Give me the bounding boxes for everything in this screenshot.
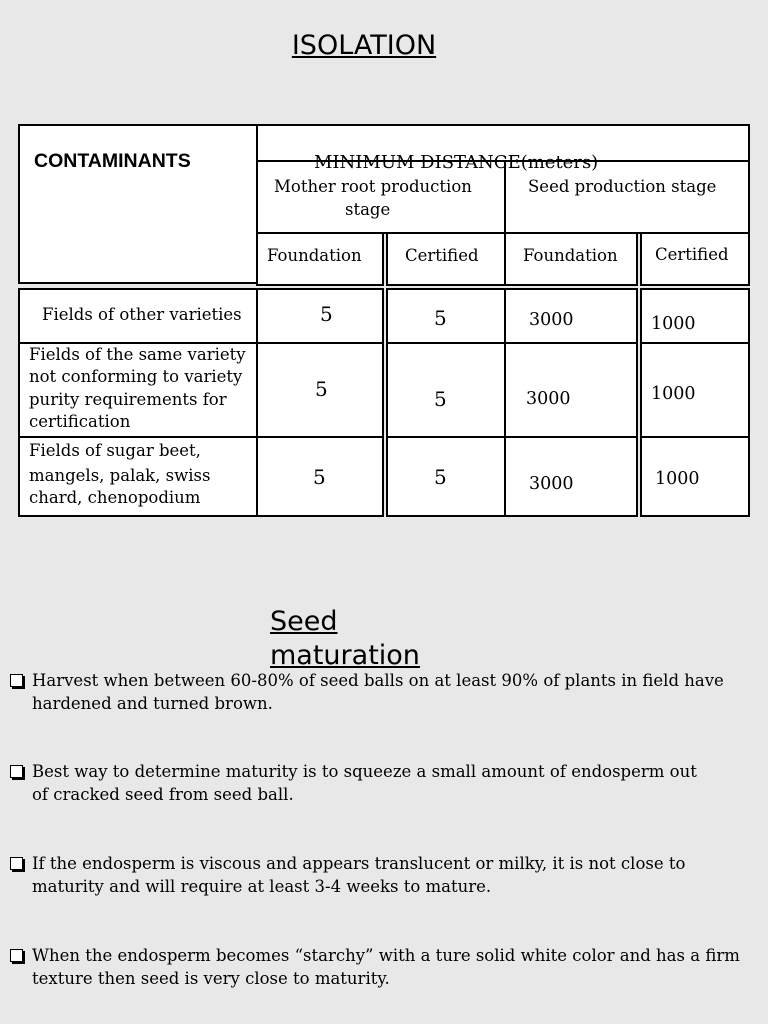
bullet-text-4b: texture then seed is very close to maturity. (32, 969, 390, 988)
checkbox-bullet-icon (10, 765, 23, 778)
checkbox-bullet-icon (10, 857, 23, 870)
section-title-line2: maturation (270, 640, 420, 671)
checkbox-bullet-icon (10, 949, 23, 962)
row2-label-line2: not conforming to variety (29, 367, 243, 386)
row2-value-4: 1000 (651, 384, 696, 404)
section-title-line1: Seed (270, 606, 338, 637)
row3-value-4: 1000 (655, 469, 700, 489)
bullet-item-2 (8, 760, 760, 806)
col-header-foundation-1: Foundation (267, 246, 362, 265)
bullet-item-3 (8, 852, 760, 898)
bullet-text-2b: of cracked seed from seed ball. (32, 785, 294, 804)
row1-value-2: 5 (434, 306, 447, 330)
bullet-text-4a: When the endosperm becomes “starchy” with a ture solid white color and has a firm (32, 946, 740, 965)
row1-value-3: 3000 (529, 310, 574, 330)
seed-stage-label: Seed production stage (528, 177, 717, 196)
bullet-text-2a: Best way to determine maturity is to squeeze a small amount of endosperm out (32, 762, 697, 781)
section-title (270, 605, 430, 673)
row2-label-line3: purity requirements for (29, 390, 227, 409)
bullet-text-3a: If the endosperm is viscous and appears translucent or milky, it is not close to (32, 854, 686, 873)
row2-value-1: 5 (315, 377, 328, 401)
row3-value-1: 5 (313, 465, 326, 489)
row2-value-3: 3000 (526, 389, 571, 409)
page-title: ISOLATION (291, 30, 437, 61)
bullet-item-4 (8, 944, 760, 990)
row2-label-line1: Fields of the same variety (29, 345, 246, 364)
row3-value-3: 3000 (529, 474, 574, 494)
bullet-item-1 (8, 669, 760, 715)
checkbox-bullet-icon (10, 674, 23, 687)
mother-root-stage-label-2: stage (345, 200, 391, 219)
contaminants-header: CONTAMINANTS (34, 150, 191, 172)
row1-value-1: 5 (320, 302, 333, 326)
row2-label-line4: certification (29, 412, 131, 431)
row1-label: Fields of other varieties (42, 305, 242, 324)
bullet-text-1a: Harvest when between 60-80% of seed balls on at least 90% of plants in field have (32, 671, 724, 690)
row1-value-4: 1000 (651, 314, 696, 334)
bullet-text-1b: hardened and turned brown. (32, 694, 273, 713)
row3-label-line2: mangels, palak, swiss (29, 466, 211, 485)
row2-cell-3 (504, 342, 638, 438)
min-distance-header: MINIMUM DISTANCE(meters) (314, 152, 599, 173)
row2-value-2: 5 (434, 387, 447, 411)
col-header-certified-1: Certified (405, 246, 479, 265)
row3-label-line1: Fields of sugar beet, (29, 441, 201, 460)
col-header-foundation-2: Foundation (523, 246, 618, 265)
mother-root-stage-label: Mother root production (274, 177, 472, 196)
contaminants-header-cell (18, 124, 258, 284)
col-header-certified-2: Certified (655, 245, 729, 264)
bullet-text-3b: maturity and will require at least 3-4 weeks to mature. (32, 877, 492, 896)
row3-label-line3: chard, chenopodium (29, 488, 201, 507)
row3-value-2: 5 (434, 465, 447, 489)
